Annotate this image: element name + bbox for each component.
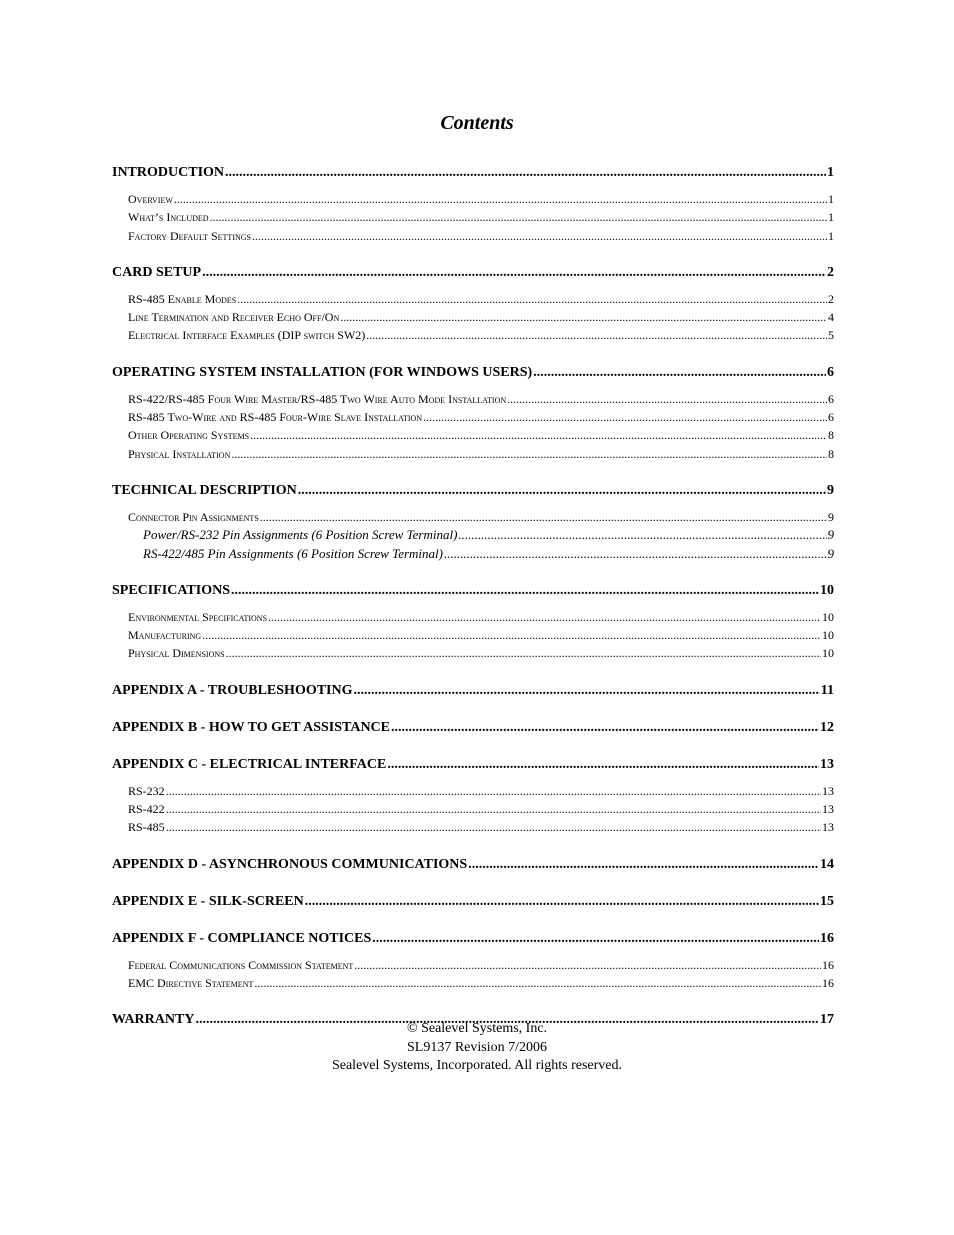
toc-entry-title: WARRANTY bbox=[112, 1012, 195, 1028]
toc-entry-title: Connector Pin Assignments bbox=[128, 509, 259, 524]
dot-leader bbox=[174, 190, 827, 208]
toc-entry[interactable] bbox=[112, 163, 834, 182]
dot-leader bbox=[210, 208, 827, 226]
toc-entry[interactable] bbox=[112, 755, 834, 774]
toc-entry-page: 6 bbox=[827, 364, 834, 380]
toc-entry[interactable] bbox=[112, 227, 834, 245]
toc-entry-title: Power/RS-232 Pin Assignments (6 Position Screw Terminal) bbox=[143, 527, 458, 543]
revision-line: SL9137 Revision 7/2006 bbox=[406, 1039, 547, 1055]
toc-entry-page: 2 bbox=[828, 291, 834, 306]
toc-entry[interactable] bbox=[112, 855, 834, 874]
toc-entry-page: 10 bbox=[822, 609, 834, 624]
toc-entry[interactable] bbox=[112, 818, 834, 836]
toc-entry-title: APPENDIX D - ASYNCHRONOUS COMMUNICATIONS bbox=[112, 856, 468, 872]
toc-entry[interactable] bbox=[112, 681, 834, 700]
toc-entry[interactable] bbox=[112, 363, 834, 382]
toc-entry-page: 11 bbox=[820, 682, 834, 698]
toc-entry[interactable] bbox=[112, 290, 834, 308]
toc-entry-title: APPENDIX A - TROUBLESHOOTING bbox=[112, 682, 353, 698]
toc-entry[interactable] bbox=[112, 800, 834, 818]
dot-leader bbox=[237, 290, 827, 308]
toc-entry-page: 6 bbox=[828, 410, 834, 425]
toc-entry[interactable] bbox=[112, 929, 834, 948]
dot-leader bbox=[231, 581, 819, 600]
dot-leader bbox=[533, 363, 826, 382]
dot-leader bbox=[305, 892, 819, 911]
toc-entry-title: INTRODUCTION bbox=[112, 165, 225, 180]
toc-entry[interactable] bbox=[112, 782, 834, 800]
toc-entry-page: 16 bbox=[822, 975, 834, 990]
dot-leader bbox=[225, 163, 826, 182]
toc-entry-page: 6 bbox=[828, 391, 834, 406]
dot-leader bbox=[268, 608, 821, 626]
toc-entry-title: RS-422/RS-485 Four Wire Master/RS-485 Two Wire Auto Mode Installation bbox=[128, 391, 507, 406]
toc-entry-title: Environmental Specifications bbox=[128, 609, 268, 624]
toc-entry[interactable] bbox=[112, 892, 834, 911]
toc-entry[interactable] bbox=[112, 445, 834, 463]
dot-leader bbox=[202, 263, 826, 282]
rights-line: Sealevel Systems, Incorporated. All rights reserved. bbox=[331, 1058, 623, 1073]
dot-leader bbox=[260, 508, 827, 526]
toc-entry[interactable] bbox=[112, 581, 834, 600]
dot-leader bbox=[458, 526, 826, 544]
toc-entry-title: Other Operating Systems bbox=[128, 428, 250, 443]
toc-entry-page: 13 bbox=[822, 783, 834, 798]
dot-leader bbox=[298, 481, 826, 500]
toc-entry-page: 8 bbox=[828, 446, 834, 461]
toc-entry-title: Line Termination and Receiver Echo Off/On bbox=[128, 310, 340, 325]
toc-entry-page: 5 bbox=[828, 328, 834, 343]
toc-entry-title: RS-232 bbox=[128, 783, 165, 798]
dot-leader bbox=[202, 626, 821, 644]
toc-entry-title: Electrical Interface Examples (DIP switch SW2) bbox=[128, 328, 366, 343]
toc-entry-title: APPENDIX B - HOW TO GET ASSISTANCE bbox=[112, 719, 391, 735]
dot-leader bbox=[366, 326, 827, 344]
toc-entry[interactable] bbox=[112, 481, 834, 500]
toc-entry[interactable] bbox=[112, 644, 834, 662]
toc-entry-title: APPENDIX E - SILK-SCREEN bbox=[112, 893, 304, 909]
toc-entry-title: APPENDIX C - ELECTRICAL INTERFACE bbox=[112, 756, 387, 772]
toc-entry[interactable] bbox=[112, 608, 834, 626]
toc-entry-page: 8 bbox=[828, 428, 834, 443]
toc-entry-title: Overview bbox=[128, 192, 173, 206]
toc-entry-page: 16 bbox=[820, 930, 834, 946]
toc-entry-page: 9 bbox=[827, 482, 834, 498]
toc-entry-page: 1 bbox=[828, 210, 834, 225]
toc-entry-page: 9 bbox=[827, 527, 834, 543]
toc-entry[interactable] bbox=[112, 626, 834, 644]
toc-entry-title: RS-422/485 Pin Assignments (6 Position Screw Terminal) bbox=[143, 545, 443, 561]
toc-entry-title: CARD SETUP bbox=[112, 264, 202, 280]
toc-entry-page: 1 bbox=[827, 165, 834, 180]
toc-entry-title: SPECIFICATIONS bbox=[112, 582, 230, 598]
toc-entry-page: 2 bbox=[827, 264, 834, 280]
dot-leader bbox=[354, 681, 820, 700]
dot-leader bbox=[468, 855, 819, 874]
toc-entry[interactable] bbox=[112, 263, 834, 282]
toc-entry-title: What’s Included bbox=[128, 210, 209, 225]
toc-entry-title: RS-422 bbox=[128, 802, 165, 817]
toc-entry-title: EMC Directive Statement bbox=[128, 975, 254, 990]
toc-entry-page: 10 bbox=[822, 646, 834, 661]
toc-entry-title: RS-485 Two-Wire and RS-485 Four-Wire Slave Installation bbox=[128, 410, 423, 425]
dot-leader bbox=[372, 929, 819, 948]
toc-entry-page: 16 bbox=[822, 957, 834, 972]
toc-entry-page: 10 bbox=[820, 582, 834, 598]
toc-entry[interactable] bbox=[112, 408, 834, 426]
dot-leader bbox=[226, 644, 821, 662]
toc-entry-page: 13 bbox=[822, 802, 834, 817]
page-title: Contents bbox=[440, 112, 514, 134]
toc-entry-page: 1 bbox=[828, 228, 834, 243]
dot-leader bbox=[250, 426, 827, 444]
toc-entry-page: 10 bbox=[822, 628, 834, 643]
toc-entry-page: 4 bbox=[828, 310, 834, 325]
toc-entry[interactable] bbox=[112, 974, 834, 992]
dot-leader bbox=[166, 818, 821, 836]
dot-leader bbox=[444, 545, 827, 563]
dot-leader bbox=[166, 800, 821, 818]
toc-entry[interactable] bbox=[112, 508, 834, 526]
dot-leader bbox=[423, 408, 827, 426]
toc-entry[interactable] bbox=[112, 718, 834, 737]
toc-entry-page: 12 bbox=[820, 719, 834, 735]
dot-leader bbox=[254, 974, 821, 992]
copyright-line: © Sealevel Systems, Inc. bbox=[406, 1021, 548, 1036]
toc-entry-page: 13 bbox=[822, 820, 834, 835]
dot-leader bbox=[387, 755, 819, 774]
toc-entry-page: 9 bbox=[827, 545, 834, 561]
dot-leader bbox=[354, 956, 821, 974]
dot-leader bbox=[252, 227, 827, 245]
dot-leader bbox=[507, 390, 827, 408]
footer bbox=[0, 1020, 954, 1076]
toc-entry-title: Physical Installation bbox=[128, 446, 231, 461]
toc-entry[interactable] bbox=[112, 190, 834, 208]
toc-entry-title: RS-485 bbox=[128, 820, 165, 835]
toc-entry-page: 17 bbox=[820, 1012, 834, 1028]
dot-leader bbox=[231, 445, 827, 463]
toc-entry-page: 9 bbox=[828, 509, 834, 524]
toc-entry[interactable] bbox=[112, 308, 834, 326]
toc-entry-page: 13 bbox=[820, 756, 834, 772]
toc-entry[interactable] bbox=[112, 326, 834, 344]
toc-entry-page: 1 bbox=[828, 192, 834, 206]
toc-entry-title: APPENDIX F - COMPLIANCE NOTICES bbox=[112, 930, 372, 946]
toc-entry-title: RS-485 Enable Modes bbox=[128, 291, 237, 306]
toc-entry-title: Factory Default Settings bbox=[128, 228, 251, 243]
toc-entry[interactable] bbox=[112, 545, 834, 563]
toc-entry-title: Manufacturing bbox=[128, 628, 202, 643]
table-of-contents bbox=[112, 163, 834, 1037]
toc-entry[interactable] bbox=[112, 426, 834, 444]
dot-leader bbox=[340, 308, 827, 326]
dot-leader bbox=[166, 782, 821, 800]
toc-entry-page: 15 bbox=[820, 893, 834, 909]
toc-entry-title: OPERATING SYSTEM INSTALLATION (FOR WINDOWS USERS) bbox=[112, 364, 533, 380]
toc-entry[interactable] bbox=[112, 526, 834, 544]
toc-entry-title: TECHNICAL DESCRIPTION bbox=[112, 482, 297, 498]
toc-entry[interactable] bbox=[112, 208, 834, 226]
toc-entry-page: 14 bbox=[820, 856, 834, 872]
toc-entry-title: Federal Communications Commission Statement bbox=[128, 957, 354, 972]
toc-entry[interactable] bbox=[112, 390, 834, 408]
toc-entry[interactable] bbox=[112, 956, 834, 974]
dot-leader bbox=[391, 718, 819, 737]
toc-entry-title: Physical Dimensions bbox=[128, 646, 225, 661]
